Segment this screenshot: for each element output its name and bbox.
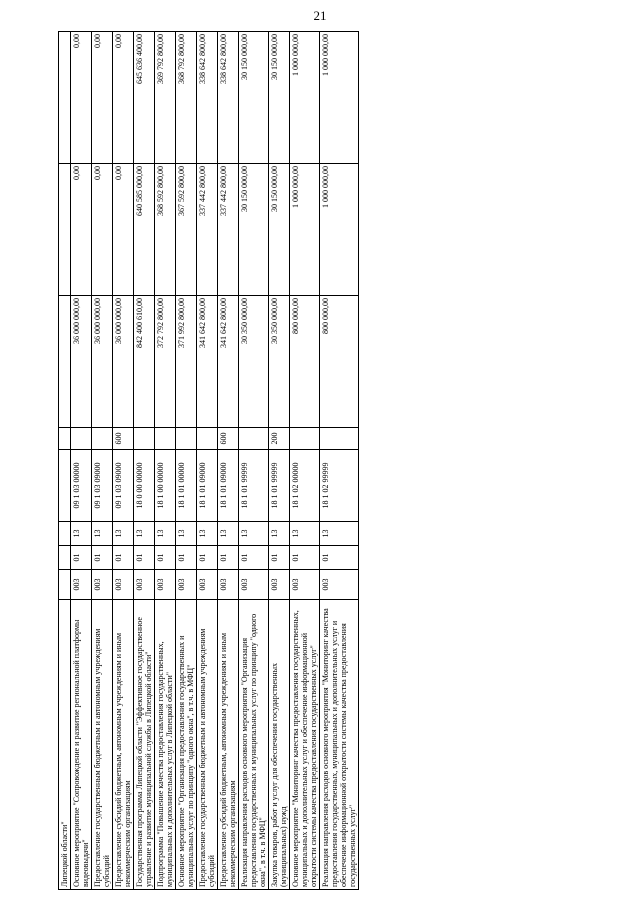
budget-table-sheet: [58, 32, 380, 890]
sum-year-3-cell: 338 642 800,00: [218, 32, 239, 164]
table-row: [134, 32, 155, 890]
row-name-cell: Основное мероприятие "Организация предоставления государственных и муниципальных услуг по принципу "одного окна", в т.ч. в МФЦ": [176, 600, 197, 890]
table-row: [113, 32, 134, 890]
sum-year-1-cell: 36 000 000,00: [71, 296, 92, 428]
table-row: [269, 32, 290, 890]
table-row: [197, 32, 218, 890]
target-article-cell: 09 1 03 09000: [113, 450, 134, 522]
expense-type-cell: 600: [218, 428, 239, 450]
sum-year-3-cell: 368 792 800,00: [176, 32, 197, 164]
sum-year-3-cell: 30 150 000,00: [269, 32, 290, 164]
target-article-cell: 18 1 01 00000: [176, 450, 197, 522]
section-code-cell: 01: [92, 546, 113, 570]
subsection-code-cell: 13: [176, 522, 197, 546]
section-code-cell: 01: [218, 546, 239, 570]
target-article-cell: 18 0 00 00000: [134, 450, 155, 522]
subsection-code-cell: 13: [155, 522, 176, 546]
sum-year-2-cell: 337 442 800,00: [218, 164, 239, 296]
table-row: [176, 32, 197, 890]
sum-year-3-cell: 30 150 000,00: [239, 32, 269, 164]
row-name-cell: Закупка товаров, работ и услуг для обеспечения государственных (муниципальных) нужд: [269, 600, 290, 890]
table-row: [290, 32, 320, 890]
sum-year-2-cell: 1 000 000,00: [290, 164, 320, 296]
target-article-cell: 18 1 02 00000: [290, 450, 320, 522]
table-row: [320, 32, 359, 890]
row-name-cell: Предоставление государственным бюджетным и автономным учреждениям субсидий: [92, 600, 113, 890]
sum-year-2-cell: 0,00: [113, 164, 134, 296]
grbs-code-cell: 003: [134, 570, 155, 600]
expense-type-cell: [71, 428, 92, 450]
grbs-code-cell: 003: [239, 570, 269, 600]
target-article-cell: 09 1 03 00000: [71, 450, 92, 522]
table-row: [155, 32, 176, 890]
expense-type-cell: [92, 428, 113, 450]
expense-type-cell: [155, 428, 176, 450]
sum-year-1-cell: 30 350 000,00: [239, 296, 269, 428]
rotated-table-container: [58, 32, 638, 890]
grbs-code-cell: 003: [290, 570, 320, 600]
row-name-cell: Реализация направления расходов основного мероприятия "Мониторинг качества предоставления государственных, муниципальных и дополнительных услуг и обеспечение информационной открытости системы качества предоставления государственных услуг": [320, 600, 359, 890]
row-name-cell: Предоставление субсидий бюджетным, автономным учреждениям и иным некоммерческим организациям: [218, 600, 239, 890]
grbs-code-cell: 003: [155, 570, 176, 600]
sum-year-3-cell: 338 642 800,00: [197, 32, 218, 164]
target-article-cell: 18 1 02 99999: [320, 450, 359, 522]
sum-year-3-cell: 645 636 400,00: [134, 32, 155, 164]
subsection-code-cell: 13: [218, 522, 239, 546]
subsection-code-cell: 13: [269, 522, 290, 546]
target-article-cell: 18 1 01 99999: [239, 450, 269, 522]
subsection-code-cell: 13: [113, 522, 134, 546]
target-article-cell: 18 1 00 00000: [155, 450, 176, 522]
subsection-code-cell: 13: [320, 522, 359, 546]
table-row: [218, 32, 239, 890]
row-name-cell: Государственная программа Липецкой области "Эффективное государственное управление и развитие муниципальной службы в Липецкой области": [134, 600, 155, 890]
sum-year-1-cell: 341 642 800,00: [197, 296, 218, 428]
sum-year-2-cell: 30 150 000,00: [239, 164, 269, 296]
sum-year-3-cell: 0,00: [92, 32, 113, 164]
grbs-code-cell: 003: [92, 570, 113, 600]
table-row-header-fragment: [59, 32, 71, 890]
row-name-cell: Подпрограмма "Повышение качества предоставления государственных, муниципальных и дополнительных услуг в Липецкой области": [155, 600, 176, 890]
sum-year-2-cell: 367 592 800,00: [176, 164, 197, 296]
page-number: 21: [313, 8, 327, 23]
section-code-cell: 01: [176, 546, 197, 570]
sum-year-2-cell: 337 442 800,00: [197, 164, 218, 296]
section-code-cell: 01: [71, 546, 92, 570]
expense-type-cell: 600: [113, 428, 134, 450]
sum-year-1-cell: 371 992 800,00: [176, 296, 197, 428]
section-code-cell: 01: [155, 546, 176, 570]
subsection-code-cell: 13: [197, 522, 218, 546]
expense-type-cell: [176, 428, 197, 450]
sum-year-1-cell: 36 000 000,00: [113, 296, 134, 428]
subsection-code-cell: 13: [290, 522, 320, 546]
sum-year-1-cell: 30 350 000,00: [269, 296, 290, 428]
grbs-code-cell: 003: [218, 570, 239, 600]
target-article-cell: 18 1 01 09000: [197, 450, 218, 522]
sum-year-3-cell: 0,00: [71, 32, 92, 164]
sum-year-2-cell: 0,00: [71, 164, 92, 296]
sum-year-2-cell: 0,00: [92, 164, 113, 296]
section-code-cell: 01: [134, 546, 155, 570]
expense-type-cell: [134, 428, 155, 450]
budget-table: [58, 31, 359, 890]
sum-year-1-cell: 800 000,00: [320, 296, 359, 428]
subsection-code-cell: 13: [134, 522, 155, 546]
subsection-code-cell: 13: [239, 522, 269, 546]
target-article-cell: 18 1 01 09000: [218, 450, 239, 522]
grbs-code-cell: 003: [113, 570, 134, 600]
sum-year-2-cell: 640 585 000,00: [134, 164, 155, 296]
sum-year-3-cell: 1 000 000,00: [320, 32, 359, 164]
sum-year-2-cell: 30 150 000,00: [269, 164, 290, 296]
section-code-cell: 01: [239, 546, 269, 570]
row-name-cell: Реализация направления расходов основного мероприятия "Организация предоставления государственных и муниципальных услуг по принципу "одного окна", в т.ч. в МФЦ": [239, 600, 269, 890]
sum-year-1-cell: 842 400 610,00: [134, 296, 155, 428]
row-name-cell: Предоставление субсидий бюджетным, автономным учреждениям и иным некоммерческим организациям: [113, 600, 134, 890]
section-code-cell: 01: [320, 546, 359, 570]
sum-year-2-cell: 1 000 000,00: [320, 164, 359, 296]
target-article-cell: 09 1 03 09000: [92, 450, 113, 522]
row-name-cell: Основное мероприятие "Мониторинг качества предоставления государственных, муниципальных и дополнительных услуг и обеспечение информационной открытости системы качества предоставления государственных услуг": [290, 600, 320, 890]
section-code-cell: 01: [269, 546, 290, 570]
row-name-cell: Предоставление государственным бюджетным и автономным учреждениям субсидий: [197, 600, 218, 890]
grbs-code-cell: 003: [320, 570, 359, 600]
section-code-cell: 01: [197, 546, 218, 570]
expense-type-cell: [197, 428, 218, 450]
sum-year-1-cell: 341 642 800,00: [218, 296, 239, 428]
grbs-code-cell: 003: [176, 570, 197, 600]
grbs-code-cell: 003: [71, 570, 92, 600]
expense-type-cell: 200: [269, 428, 290, 450]
subsection-code-cell: 13: [71, 522, 92, 546]
expense-type-cell: [320, 428, 359, 450]
header-fragment-cell: Липецкой области": [59, 600, 71, 890]
expense-type-cell: [290, 428, 320, 450]
sum-year-3-cell: 1 000 000,00: [290, 32, 320, 164]
table-row: [239, 32, 269, 890]
grbs-code-cell: 003: [197, 570, 218, 600]
table-row: [71, 32, 92, 890]
sum-year-3-cell: 0,00: [113, 32, 134, 164]
sum-year-2-cell: 368 592 800,00: [155, 164, 176, 296]
subsection-code-cell: 13: [92, 522, 113, 546]
expense-type-cell: [239, 428, 269, 450]
sum-year-3-cell: 369 792 800,00: [155, 32, 176, 164]
row-name-cell: Основное мероприятие "Сопровождение и развитие региональной платформы видеовыдачи": [71, 600, 92, 890]
table-row: [92, 32, 113, 890]
sum-year-1-cell: 372 792 800,00: [155, 296, 176, 428]
target-article-cell: 18 1 01 99999: [269, 450, 290, 522]
sum-year-1-cell: 800 000,00: [290, 296, 320, 428]
section-code-cell: 01: [290, 546, 320, 570]
section-code-cell: 01: [113, 546, 134, 570]
grbs-code-cell: 003: [269, 570, 290, 600]
sum-year-1-cell: 36 000 000,00: [92, 296, 113, 428]
